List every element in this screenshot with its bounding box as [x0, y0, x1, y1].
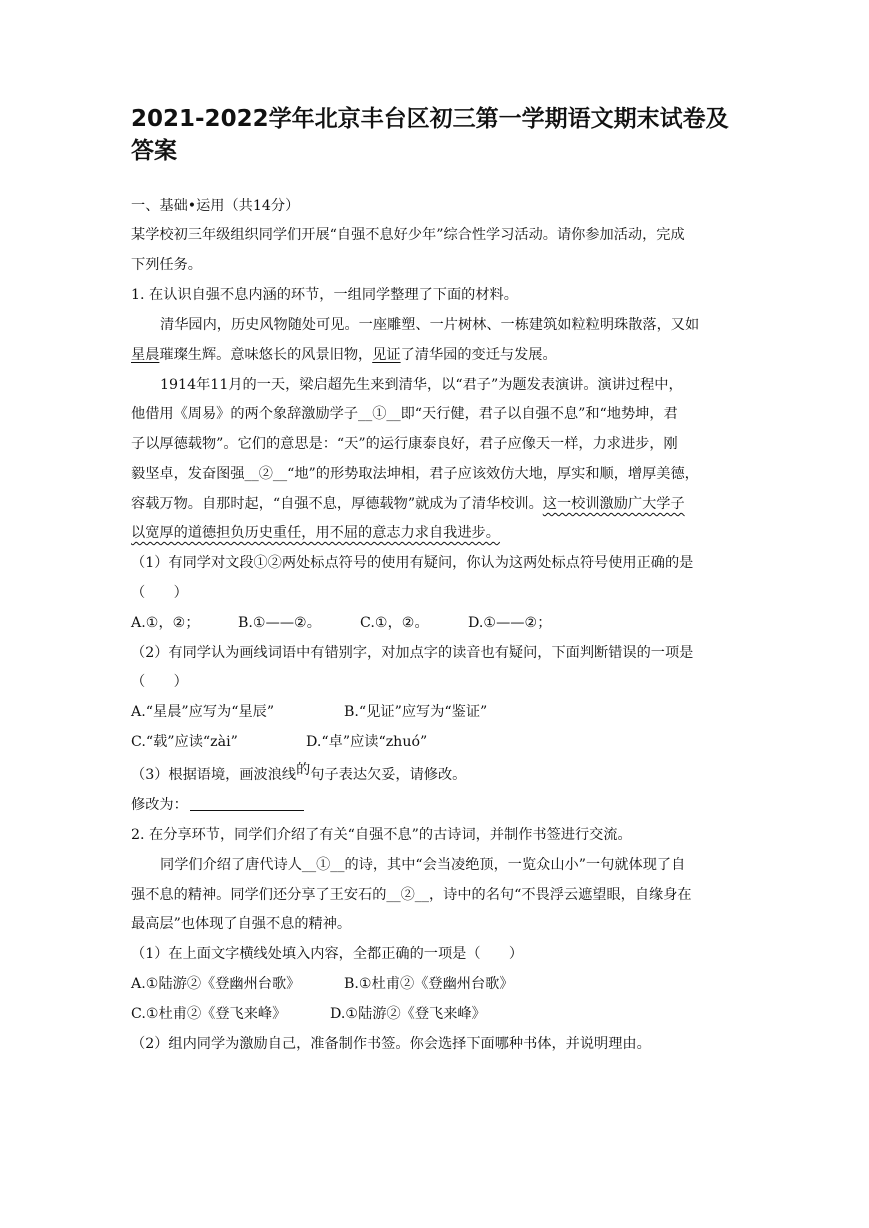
- passage-text: 璀璨生辉。意味悠长的风景旧物，: [159, 347, 373, 363]
- page-title: 2021-2022学年北京丰台区初三第一学期语文期末试卷及答案: [131, 106, 729, 164]
- q1-sub1-stem: （1）有同学对文段①②两处标点符号的使用有疑问，你认为这两处标点符号使用正确的是: [131, 555, 694, 571]
- passage-2-line-6: [131, 523, 500, 543]
- q2-sub2-stem: （2）组内同学为激励自己，准备制作书签。你会选择下面哪种书体，并说明理由。: [131, 1036, 651, 1052]
- q2-sub1-option-c: C.①杜甫②《登飞来峰》: [131, 1006, 287, 1022]
- intro-line-1: 某学校初三年级组织同学们开展“自强不息好少年”综合性学习活动。请你参加活动，完成: [131, 227, 685, 243]
- intro-line-2: 下列任务。: [131, 257, 202, 273]
- underlined-word-xingchen: 星晨: [131, 347, 160, 363]
- question-2-stem: 2. 在分享环节，同学们介绍了有关“自强不息”的古诗词，并制作书签进行交流。: [131, 827, 632, 843]
- q2-sub1-option-d: D.①陆游②《登飞来峰》: [330, 1006, 486, 1022]
- q1-sub1-option-b: B.①——②。: [238, 615, 321, 631]
- q1-sub1-option-d: D.①——②；: [468, 615, 552, 631]
- passage-1-line-1: 清华园内，历史风物随处可见。一座雕塑、一片树林、一栋建筑如粒粒明珠散落，又如: [160, 317, 700, 333]
- wavy-sentence-part-1: 这一校训激励广大学子: [542, 496, 685, 512]
- passage-2-line-1: 1914年11月的一天，梁启超先生来到清华，以“君子”为题发表演讲。演讲过程中，: [160, 377, 683, 393]
- passage-2-line-3: 子以厚德载物”。它们的意思是：“天”的运行康泰良好，君子应像天一样，力求进步，刚: [131, 436, 678, 452]
- q1-sub1-answer-paren: （ ）: [131, 585, 188, 601]
- q2-passage-line-3: 最高层”也体现了自强不息的精神。: [131, 916, 352, 932]
- q1-sub1-option-a: A.①，②；: [131, 615, 200, 631]
- fix-answer-line: [131, 795, 304, 815]
- answer-blank[interactable]: [190, 796, 304, 811]
- fix-label: 修改为：: [131, 797, 188, 813]
- underlined-word-jianzheng: 见证: [372, 347, 401, 363]
- q1-sub2-stem: （2）有同学认为画线词语中有错别字，对加点字的读音也有疑问，下面判断错误的一项是: [131, 645, 694, 661]
- passage-text: 了清华园的变迁与发展。: [400, 347, 557, 363]
- passage-text: 容载万物。自那时起，“自强不息，厚德载物”就成为了清华校训。: [131, 496, 543, 512]
- passage-2-line-4: 毅坚卓，发奋图强__②__“地”的形势取法坤相，君子应该效仿大地，厚实和顺，增厚美德，: [131, 466, 699, 482]
- sub3-superscript: 的: [296, 762, 311, 778]
- q2-sub1-option-b: B.①杜甫②《登幽州台歌》: [344, 976, 514, 992]
- passage-2-line-5: [131, 494, 685, 514]
- question-1-stem: 1. 在认识自强不息内涵的环节，一组同学整理了下面的材料。: [131, 287, 518, 303]
- q2-sub1-option-a: A.①陆游②《登幽州台歌》: [131, 976, 301, 992]
- q2-sub1-stem: （1）在上面文字横线处填入内容，全都正确的一项是（ ）: [131, 946, 524, 962]
- passage-1-line-2: [131, 345, 557, 365]
- wavy-sentence-part-2: 以宽厚的道德担负历史重任，用不屈的意志力求自我进步。: [131, 525, 500, 541]
- q2-passage-line-2: 强不息的精神。同学们还分享了王安石的__②__，诗中的名句“不畏浮云遮望眼，自缘身在: [131, 887, 692, 903]
- q2-passage-line-1: 同学们介绍了唐代诗人__①__的诗，其中“会当凌绝顶，一览众山小”一句就体现了自: [160, 857, 686, 873]
- q1-sub1-option-c: C.①，②。: [360, 615, 429, 631]
- q1-sub2-option-b: B.“见证”应写为“鉴证”: [344, 704, 488, 720]
- section-heading: 一、基础•运用（共14分）: [131, 198, 300, 214]
- sub3-text: （3）根据语境，画波浪线: [131, 767, 297, 783]
- passage-2-line-2: 他借用《周易》的两个象辞激励学子__①__即“天行健，君子以自强不息”和“地势坤，君: [131, 406, 678, 422]
- q1-sub2-answer-paren: （ ）: [131, 674, 188, 690]
- q1-sub2-option-a: A.“星晨”应写为“星辰”: [131, 704, 275, 720]
- q1-sub3-stem: [131, 762, 467, 785]
- q1-sub2-option-d: D.“卓”应读“zhuó”: [306, 734, 428, 750]
- sub3-text: 句子表达欠妥，请修改。: [310, 767, 467, 783]
- q1-sub2-option-c: C.“载”应读“zài”: [131, 734, 238, 750]
